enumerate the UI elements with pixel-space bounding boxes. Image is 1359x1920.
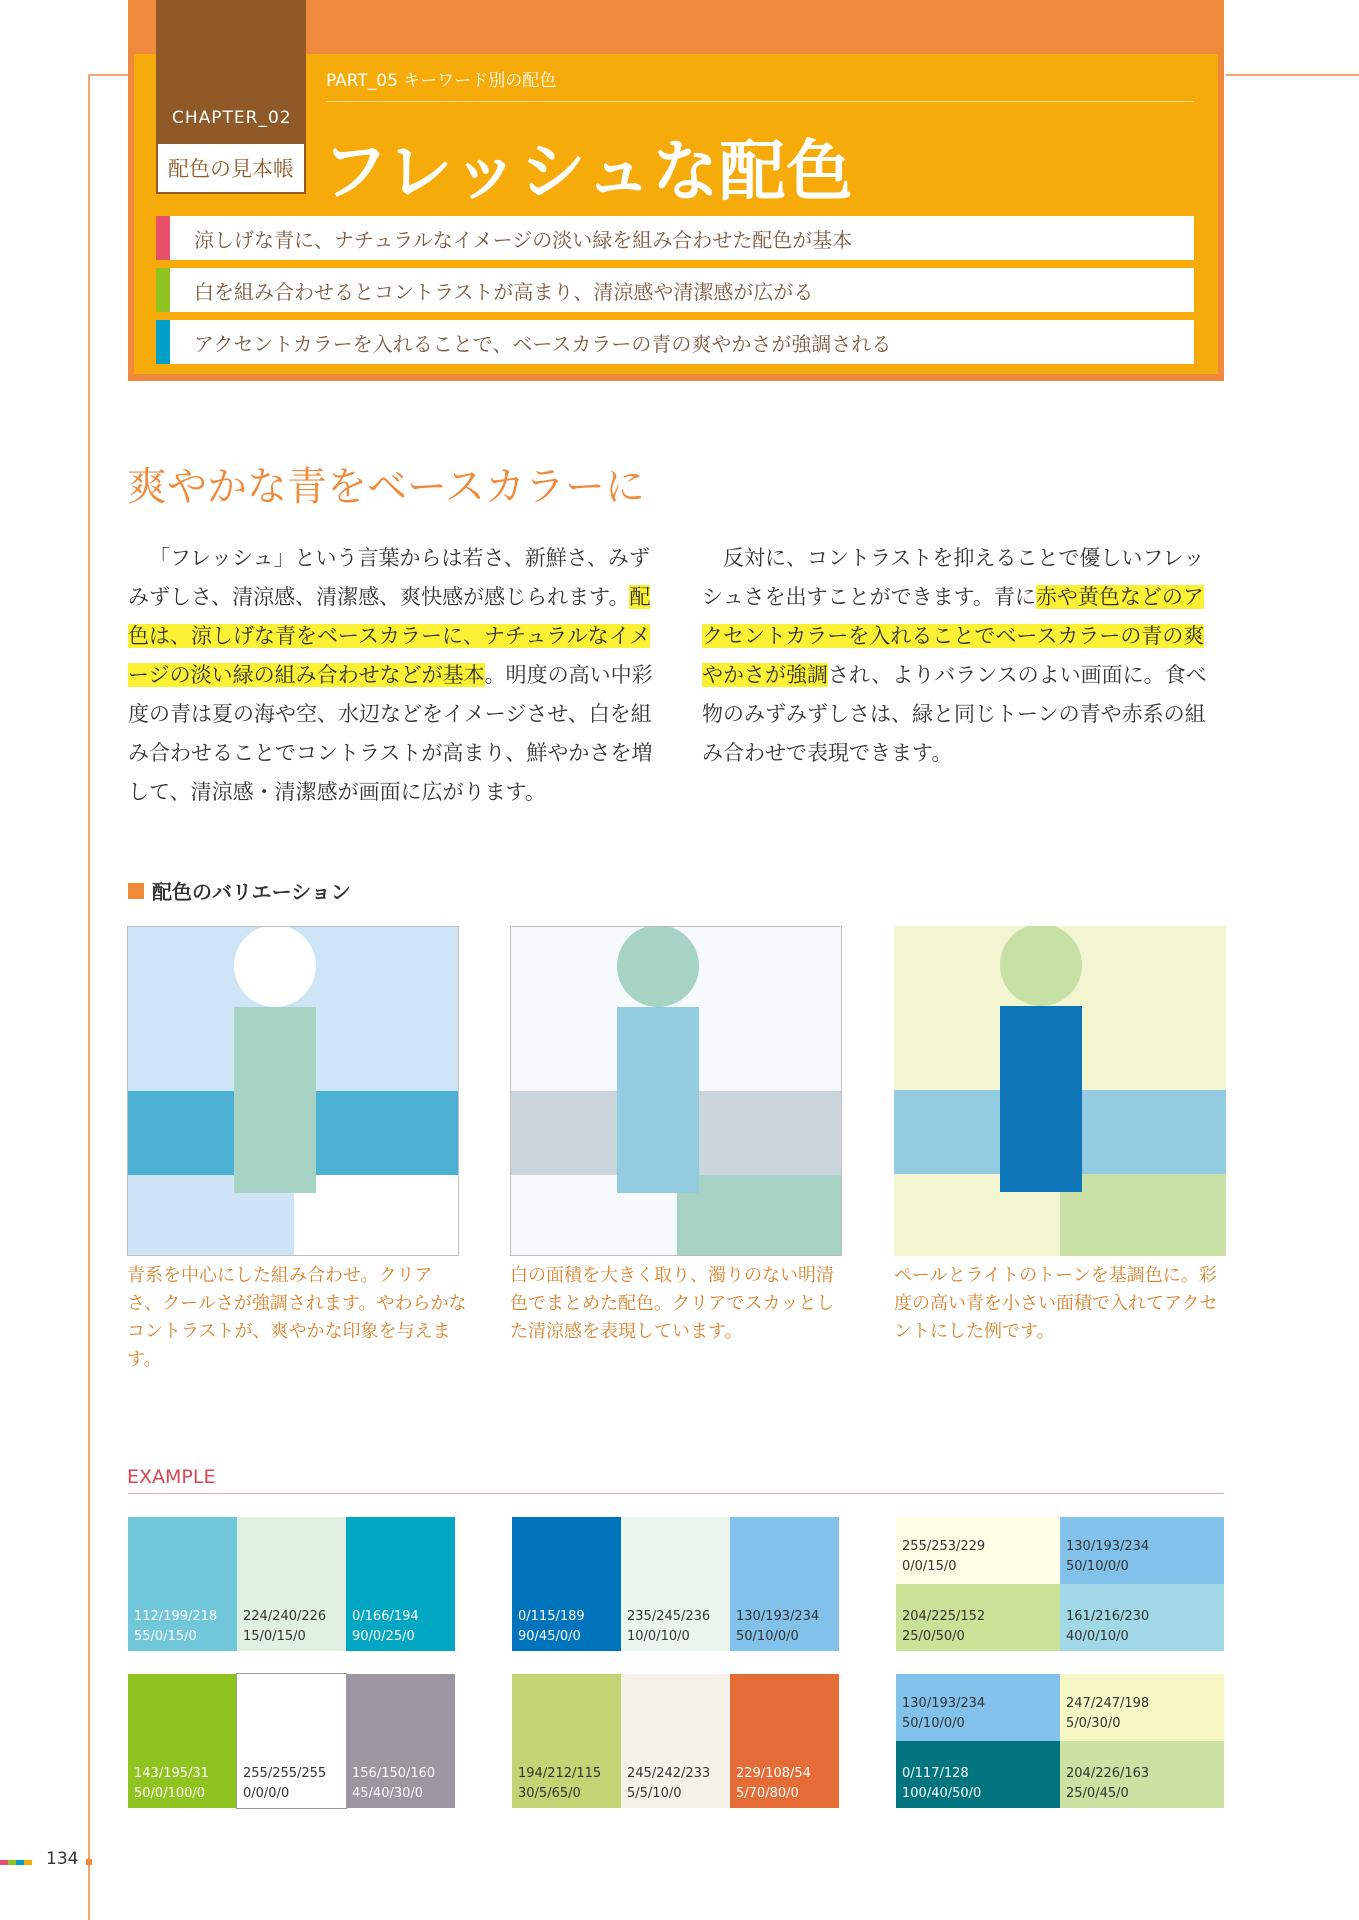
- panel-bottom-right: [294, 1175, 459, 1256]
- swatch-cmyk: 30/5/65/0: [518, 1786, 581, 1801]
- swatch-cmyk: 90/45/0/0: [518, 1629, 581, 1644]
- swatch-cmyk: 0/0/15/0: [902, 1559, 957, 1574]
- body-text: され、よりバランスのよい画面に。食べ物のみずみずしさは、緑と同じトーンの青や赤系の組み合わせで表現できます。: [702, 663, 1207, 765]
- key-point-text: 涼しげな青に、ナチュラルなイメージの淡い緑を組み合わせた配色が基本: [194, 227, 853, 252]
- margin-rule-left: [88, 74, 128, 76]
- color-swatch: [896, 1741, 1060, 1808]
- part-label: PART_05 キーワード別の配色: [326, 71, 557, 91]
- page-number: 134: [46, 1849, 79, 1869]
- swatch-rgb: 0/117/128: [902, 1766, 969, 1781]
- color-swatch: [512, 1517, 621, 1651]
- color-swatch: [128, 1674, 237, 1808]
- panel-bottom-right: [677, 1175, 842, 1256]
- swatch-rgb: 130/193/234: [1066, 1539, 1150, 1554]
- panel-figure-body: [617, 1007, 699, 1193]
- page-color-bar: [8, 1860, 16, 1865]
- swatch-cmyk: 50/0/100/0: [134, 1786, 206, 1801]
- swatch-cmyk: 0/0/0/0: [243, 1786, 290, 1801]
- swatch-rgb: 143/195/31: [134, 1766, 209, 1781]
- variation-panel-3: [894, 926, 1226, 1256]
- panel-figure-head: [234, 926, 316, 1007]
- variation-heading-text: 配色のバリエーション: [152, 880, 351, 904]
- swatch-cmyk: 5/5/10/0: [627, 1786, 682, 1801]
- key-point-text: 白を組み合わせるとコントラストが高まり、清涼感や清潔感が広がる: [194, 279, 814, 304]
- swatch-cmyk: 5/0/30/0: [1066, 1716, 1121, 1731]
- page-color-bar: [24, 1860, 32, 1865]
- color-swatch: [1060, 1584, 1224, 1651]
- key-point-bar: [156, 216, 170, 260]
- body-text-left: [128, 539, 668, 812]
- margin-rule-right: [1226, 74, 1359, 76]
- swatch-rgb: 245/242/233: [627, 1766, 711, 1781]
- body-text: 反対に、コントラストを抑えることで優しいフレッシュさを出すことができます。青に: [702, 546, 1205, 609]
- swatch-rgb: 247/247/198: [1066, 1696, 1150, 1711]
- swatch-cmyk: 15/0/15/0: [243, 1629, 306, 1644]
- swatch-rgb: 255/255/255: [243, 1766, 327, 1781]
- part-divider: [326, 101, 1194, 102]
- panel-figure-body: [1000, 1006, 1082, 1192]
- color-swatch: [346, 1517, 455, 1651]
- swatch-rgb: 194/212/115: [518, 1766, 602, 1781]
- swatch-rgb: 204/225/152: [902, 1609, 986, 1624]
- variation-panel-2: [510, 926, 842, 1256]
- swatch-cmyk: 40/0/10/0: [1066, 1629, 1129, 1644]
- key-point-bar: [156, 268, 170, 312]
- swatch-rgb: 204/226/163: [1066, 1766, 1150, 1781]
- color-swatch: [621, 1517, 730, 1651]
- color-swatch: [1060, 1674, 1224, 1741]
- color-swatch: [346, 1674, 455, 1808]
- swatch-cmyk: 50/10/0/0: [902, 1716, 965, 1731]
- page-title: フレッシュな配色: [322, 133, 854, 210]
- color-swatch: [896, 1674, 1060, 1741]
- swatch-cmyk: 55/0/15/0: [134, 1629, 197, 1644]
- variation-caption-2: 白の面積を大きく取り、濁りのない明清色でまとめた配色。クリアでスカッとした清涼感を表現しています。: [510, 1265, 835, 1342]
- variation-panel-1: [127, 926, 459, 1256]
- body-text-right: [702, 539, 1224, 773]
- key-point-text: アクセントカラーを入れることで、ベースカラーの青の爽やかさが強調される: [194, 331, 892, 356]
- variation-caption-1: 青系を中心にした組み合わせ。クリアさ、クールさが強調されます。やわらかなコントラストが、爽やかな印象を与えます。: [127, 1265, 467, 1370]
- example-label: EXAMPLE: [127, 1466, 216, 1488]
- color-swatch: [237, 1674, 346, 1808]
- swatch-rgb: 229/108/54: [736, 1766, 811, 1781]
- swatch-cmyk: 50/10/0/0: [736, 1629, 799, 1644]
- swatch-rgb: 235/245/236: [627, 1609, 711, 1624]
- panel-figure-head: [1000, 926, 1082, 1006]
- swatch-rgb: 156/150/160: [352, 1766, 436, 1781]
- body-text: 「フレッシュ」という言葉からは若さ、新鮮さ、みずみずしさ、清涼感、清潔感、爽快感が感じられます。: [128, 546, 650, 609]
- page-color-bar: [16, 1860, 24, 1865]
- swatch-cmyk: 90/0/25/0: [352, 1629, 415, 1644]
- page-number-dot: [86, 1859, 92, 1865]
- square-bullet-icon: [128, 883, 144, 899]
- key-point-2: [156, 268, 1194, 312]
- key-point-bar: [156, 320, 170, 364]
- key-point-3: [156, 320, 1194, 364]
- example-divider: [128, 1493, 1224, 1494]
- margin-rule-vertical: [88, 74, 90, 1920]
- highlighted-text: 赤や黄色などのアクセントカラーを入れることでベースカラーの青の爽やかさが強調: [702, 585, 1205, 687]
- swatch-cmyk: 100/40/50/0: [902, 1786, 982, 1801]
- panel-bottom-right: [1060, 1174, 1226, 1256]
- color-swatch: [730, 1674, 839, 1808]
- book-label: 配色の見本帳: [158, 144, 304, 192]
- swatch-cmyk: 50/10/0/0: [1066, 1559, 1129, 1574]
- variation-heading: [128, 876, 351, 905]
- section-title: 爽やかな青をベースカラーに: [127, 464, 645, 510]
- swatch-rgb: 255/253/229: [902, 1539, 986, 1554]
- swatch-cmyk: 5/70/80/0: [736, 1786, 799, 1801]
- swatch-rgb: 112/199/218: [134, 1609, 218, 1624]
- body-text: 。明度の高い中彩度の青は夏の海や空、水辺などをイメージさせ、白を組み合わせることでコントラストが高まり、鮮やかさを増して、清涼感・清潔感が画面に広がります。: [128, 663, 653, 804]
- swatch-rgb: 130/193/234: [736, 1609, 820, 1624]
- variation-caption-3: ペールとライトのトーンを基調色に。彩度の高い青を小さい面積で入れてアクセントにした例です。: [894, 1265, 1218, 1342]
- color-swatch: [730, 1517, 839, 1651]
- swatch-rgb: 130/193/234: [902, 1696, 986, 1711]
- swatch-rgb: 0/166/194: [352, 1609, 419, 1624]
- color-swatch: [896, 1584, 1060, 1651]
- color-swatch: [512, 1674, 621, 1808]
- swatch-rgb: 0/115/189: [518, 1609, 585, 1624]
- color-swatch: [128, 1517, 237, 1651]
- color-swatch: [237, 1517, 346, 1651]
- swatch-cmyk: 10/0/10/0: [627, 1629, 690, 1644]
- swatch-rgb: 224/240/226: [243, 1609, 327, 1624]
- page-color-bar: [0, 1860, 8, 1865]
- color-swatch: [1060, 1741, 1224, 1808]
- swatch-cmyk: 45/40/30/0: [352, 1786, 424, 1801]
- panel-figure-head: [617, 926, 699, 1007]
- color-swatch: [1060, 1517, 1224, 1584]
- swatch-cmyk: 25/0/45/0: [1066, 1786, 1129, 1801]
- key-point-1: [156, 216, 1194, 260]
- color-swatch: [896, 1517, 1060, 1584]
- highlighted-text: 配色は、涼しげな青をベースカラーに、ナチュラルなイメージの淡い緑の組み合わせなどが基本: [128, 585, 651, 687]
- swatch-cmyk: 25/0/50/0: [902, 1629, 965, 1644]
- panel-figure-body: [234, 1007, 316, 1193]
- chapter-label: CHAPTER_02: [172, 108, 292, 128]
- swatch-rgb: 161/216/230: [1066, 1609, 1150, 1624]
- color-swatch: [621, 1674, 730, 1808]
